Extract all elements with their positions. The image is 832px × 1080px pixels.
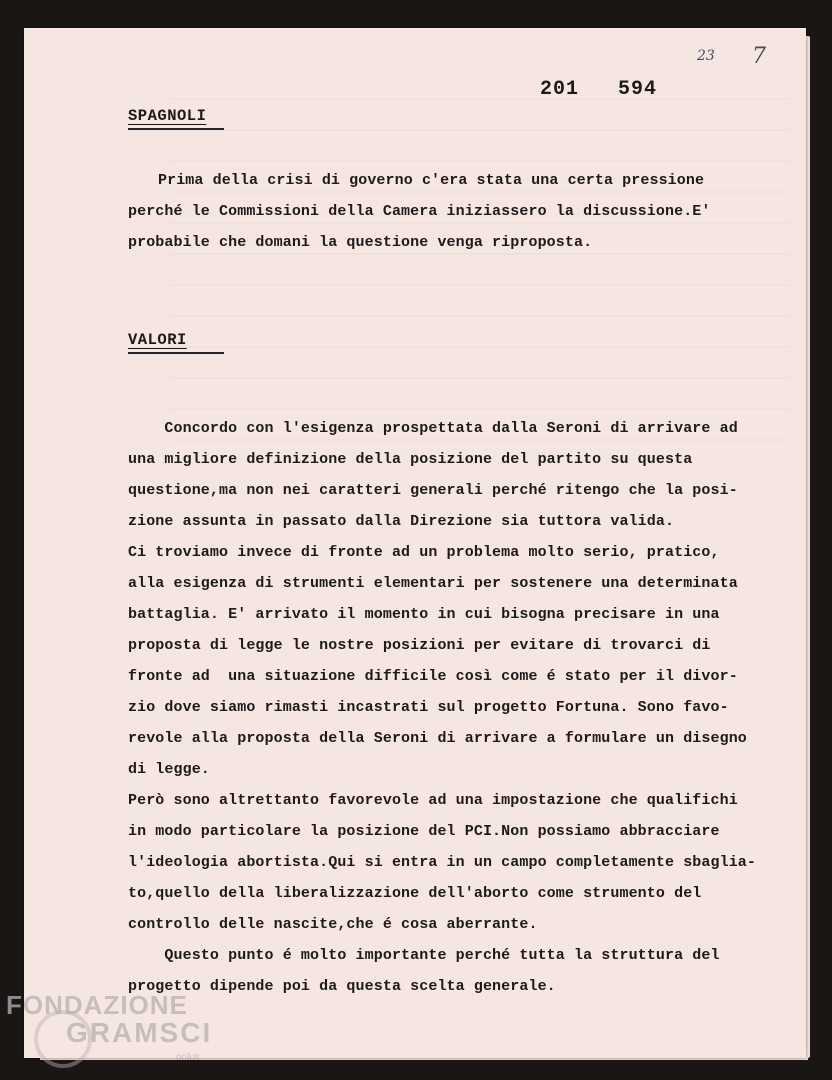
handwritten-page-number: 7	[752, 44, 766, 69]
text-line: alla esigenza di strumenti elementari per sostenere una determinata	[128, 575, 738, 592]
text-line: Però sono altrettanto favorevole ad una impostazione che qualifichi	[128, 792, 738, 809]
text-line: in modo particolare la posizione del PCI.Non possiamo abbracciare	[128, 823, 720, 840]
text-line: Questo punto é molto importante perché tutta la struttura del	[128, 947, 720, 964]
handwritten-number: 23	[697, 48, 715, 64]
text-line: progetto dipende poi da questa scelta generale.	[128, 978, 556, 995]
text-line: controllo delle nascite,che é cosa aberrante.	[128, 916, 538, 933]
section-heading-valori: VALORI	[128, 331, 187, 349]
document-number: 201 594	[540, 78, 658, 101]
text-line: zione assunta in passato dalla Direzione sia tuttora valida.	[128, 513, 675, 530]
text-line: una migliore definizione della posizione del partito su questa	[128, 451, 693, 468]
watermark-line-3: onlus	[176, 1052, 200, 1063]
section-heading-spagnoli: SPAGNOLI	[128, 107, 207, 125]
heading-rule	[128, 352, 224, 354]
text-line: probabile che domani la questione venga riproposta.	[128, 234, 593, 251]
text-line: to,quello della liberalizzazione dell'aborto come strumento del	[128, 885, 702, 902]
text-line: zio dove siamo rimasti incastrati sul progetto Fortuna. Sono favo-	[128, 699, 729, 716]
watermark-line-1: FONDAZIONE	[6, 990, 188, 1020]
text-line: Concordo con l'esigenza prospettata dalla Seroni di arrivare ad	[128, 420, 738, 437]
text-line: revole alla proposta della Seroni di arrivare a formulare un disegno	[128, 730, 747, 747]
text-line: fronte ad una situazione difficile così come é stato per il divor-	[128, 668, 738, 685]
text-line: l'ideologia abortista.Qui si entra in un campo completamente sbaglia-	[128, 854, 757, 871]
watermark	[6, 990, 212, 1049]
text-line: proposta di legge le nostre posizioni per evitare di trovarci di	[128, 637, 711, 654]
text-line: perché le Commissioni della Camera iniziassero la discussione.E'	[128, 203, 711, 220]
text-line: Ci troviamo invece di fronte ad un problema molto serio, pratico,	[128, 544, 720, 561]
watermark-line-2: GRAMSCI	[66, 1017, 213, 1048]
text-line: battaglia. E' arrivato il momento in cui bisogna precisare in una	[128, 606, 720, 623]
text-line: questione,ma non nei caratteri generali perché ritengo che la posi-	[128, 482, 738, 499]
heading-rule	[128, 128, 224, 130]
text-line: di legge.	[128, 761, 210, 778]
text-line: Prima della crisi di governo c'era stata una certa pressione	[158, 172, 705, 189]
